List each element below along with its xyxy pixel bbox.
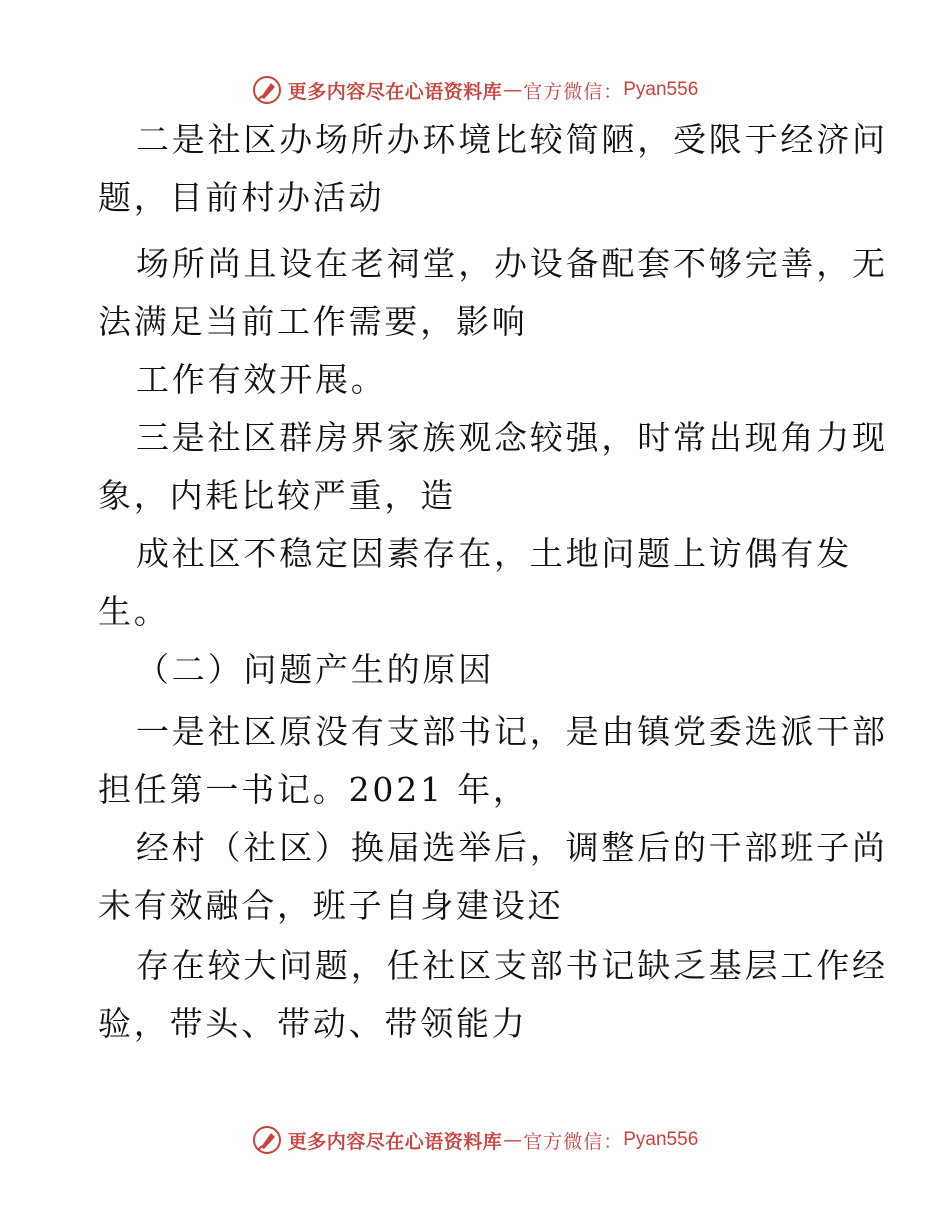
body-line: 担任第一书记。2021 年， xyxy=(98,770,529,809)
body-line: 题，目前村办活动 xyxy=(98,178,385,217)
body-line: 工作有效开展。 xyxy=(136,360,387,399)
body-line: 三是社区群房界家族观念较强，时常出现角力现 xyxy=(136,418,888,457)
footer-banner xyxy=(0,1120,950,1160)
section-heading: （二）问题产生的原因 xyxy=(136,650,494,689)
banner-separator: — xyxy=(503,1129,523,1151)
body-line: 成社区不稳定因素存在，土地问题上访偶有发 xyxy=(136,534,852,573)
banner-wechat-label: 官方微信： xyxy=(523,80,624,103)
body-line: 生。 xyxy=(98,592,170,631)
banner-wechat-id: Pyan556 xyxy=(623,79,699,100)
banner-separator: — xyxy=(503,79,523,101)
header-banner xyxy=(0,70,950,110)
body-line: 存在较大问题，任社区支部书记缺乏基层工作经 xyxy=(136,946,888,985)
body-line: 验，带头、带动、带领能力 xyxy=(98,1004,528,1043)
pen-nib-logo-icon xyxy=(252,1125,282,1155)
pen-nib-logo-icon xyxy=(252,75,282,105)
body-line: 经村（社区）换届选举后，调整后的干部班子尚 xyxy=(136,828,888,867)
banner-wechat-id: Pyan556 xyxy=(623,1129,699,1150)
body-line: 未有效融合，班子自身建设还 xyxy=(98,886,564,925)
body-line: 二是社区办场所办环境比较简陋，受限于经济问 xyxy=(136,120,888,159)
banner-brand: 更多内容尽在心语资料库 xyxy=(287,80,503,103)
banner-brand: 更多内容尽在心语资料库 xyxy=(287,1130,503,1153)
body-line: 一是社区原没有支部书记，是由镇党委选派干部 xyxy=(136,712,888,751)
banner-wechat-label: 官方微信： xyxy=(523,1130,624,1153)
body-line: 法满足当前工作需要，影响 xyxy=(98,302,528,341)
body-line: 场所尚且设在老祠堂，办设备配套不够完善，无 xyxy=(136,244,888,283)
body-line: 象，内耗比较严重，造 xyxy=(98,476,456,515)
